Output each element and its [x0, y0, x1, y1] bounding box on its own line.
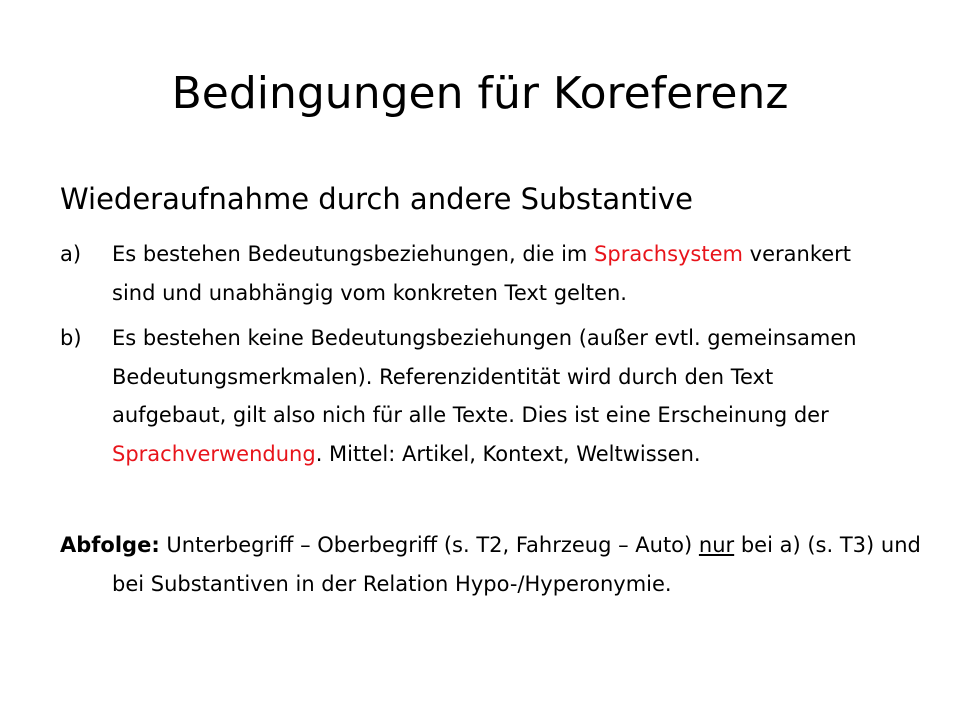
item-b-text-after: . Mittel: Artikel, Kontext, Weltwissen.: [315, 441, 701, 466]
abfolge-paragraph: [60, 526, 940, 603]
abfolge-text-after: bei a) (s. T3) und bei Substantiven in der Relation Hypo-/Hyperonymie.: [112, 533, 921, 596]
list-marker-b: b): [60, 326, 82, 350]
abfolge-text-before: Unterbegriff – Oberbegriff (s. T2, Fahrzeug – Auto): [159, 533, 699, 557]
list-marker-a: a): [60, 242, 82, 266]
list-item-b: [60, 319, 880, 473]
list-text-b: [112, 319, 880, 473]
highlight-sprachsystem: Sprachsystem: [594, 242, 743, 266]
subheading: Wiederaufnahme durch andere Substantive: [60, 182, 693, 216]
abfolge-underlined-nur: nur: [698, 533, 735, 557]
list-item-a: [60, 235, 880, 312]
item-a-text-after: verankert sind und unabhängig vom konkreten Text gelten.: [112, 242, 852, 305]
list-text-a: [112, 235, 880, 312]
abfolge-label: Abfolge:: [60, 533, 160, 557]
item-a-text-before: Es bestehen Bedeutungsbeziehungen, die im: [112, 242, 595, 266]
highlight-sprachverwendung: Sprachverwendung: [112, 441, 316, 466]
slide-title: Bedingungen für Koreferenz: [171, 68, 789, 119]
item-b-text-before: Es bestehen keine Bedeutungsbeziehungen (außer evtl. gemeinsamen Bedeutungsmerkmalen). Referenzidentität wird durch den Text aufgebaut, gilt also nich für alle Texte. Dies ist eine Erscheinung der: [112, 326, 857, 427]
